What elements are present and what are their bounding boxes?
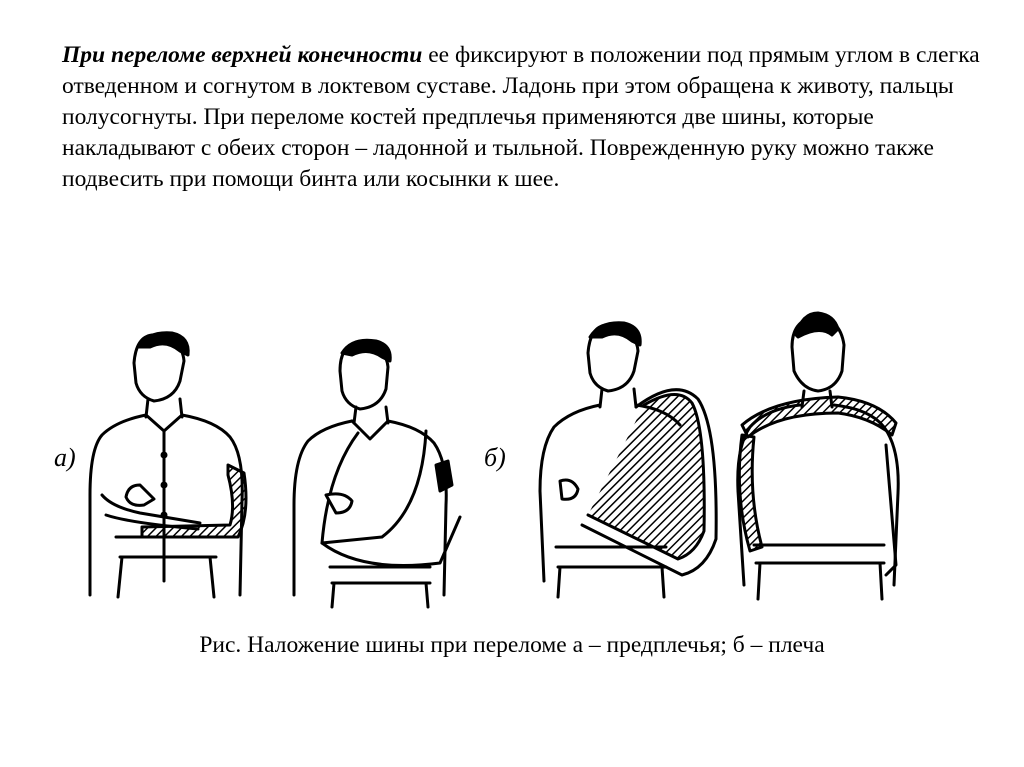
- paragraph-body: ее фиксируют в положении под прямым углом в слегка отведенном и согнутом в локтевом суставе. Ладонь при этом обращена к животу, пальцы полусогнуты. При переломе костей предплечья применяются две шины, которые накладывают с обеих сторон – ладонной и тыльной. Поврежденную руку можно также подвесить при помощи бинта или косынки к шее.: [62, 42, 980, 192]
- panel-label-a: а): [54, 443, 76, 472]
- panel-label-b: б): [484, 443, 506, 472]
- figure-forearm-sling: [294, 340, 460, 607]
- body-paragraph: [62, 40, 982, 195]
- figure-shoulder-splint-back: [738, 313, 898, 599]
- splint-illustration: [40, 295, 940, 615]
- figure-shoulder-splint-front: [540, 323, 716, 597]
- figure-caption: Рис. Наложение шины при переломе а – предплечья; б – плеча: [199, 632, 825, 658]
- figure-forearm-splint-front: [90, 333, 246, 597]
- paragraph-lead: При переломе верхней конечности: [62, 42, 423, 68]
